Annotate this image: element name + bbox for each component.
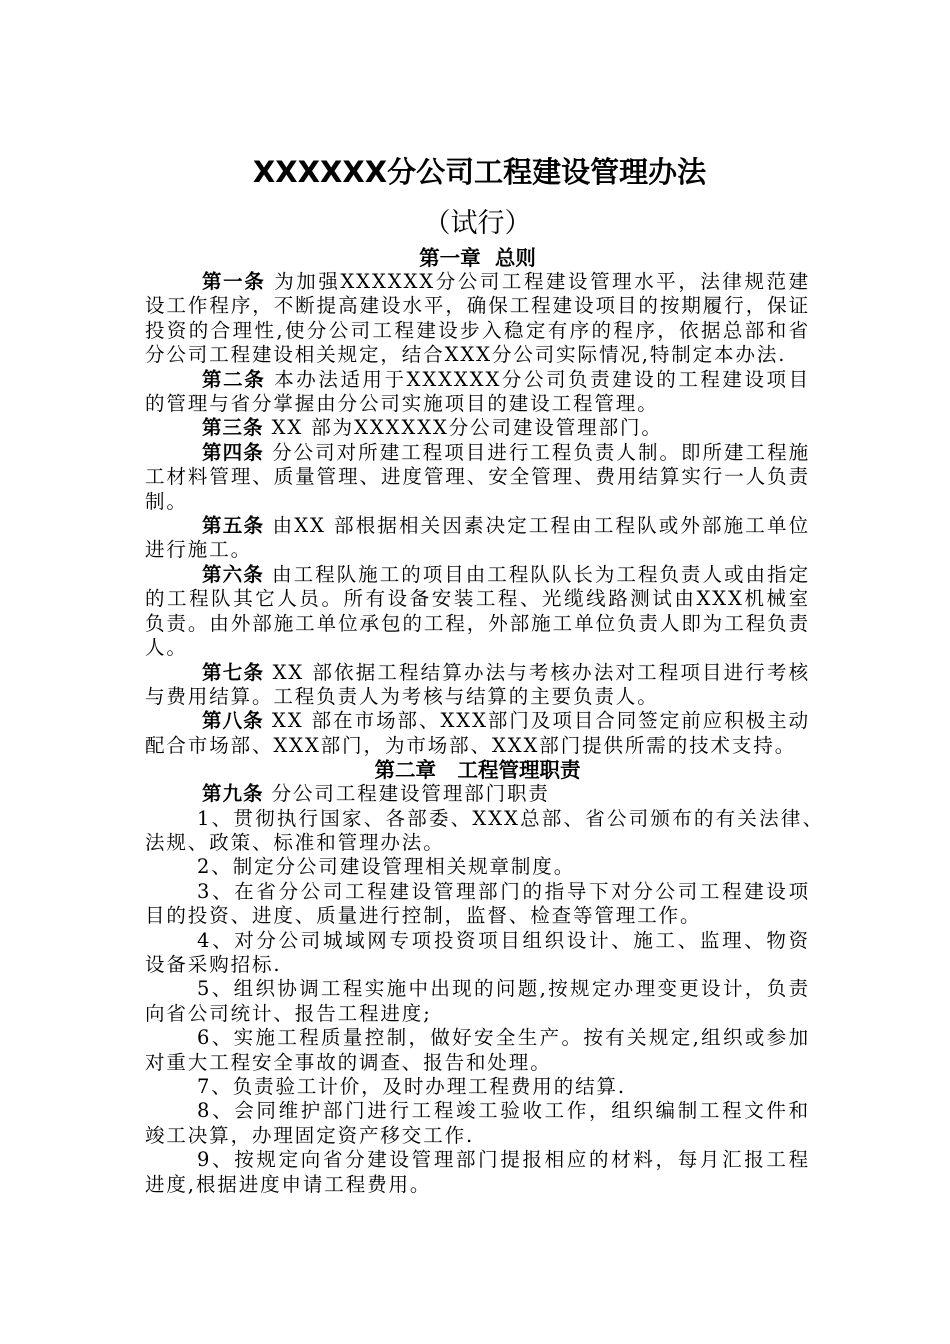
article (145, 709, 810, 758)
article-label: 第一条 (202, 270, 266, 293)
article-label: 第六条 (202, 562, 264, 586)
chapter-heading: 第一章 总则 (419, 246, 536, 270)
article (145, 661, 810, 710)
article (145, 416, 810, 440)
list-item: 6、实施工程质量控制，做好安全生产。按有关规定,组织或参加对重大工程安全事故的调查、报告和处理。 (145, 1026, 810, 1074)
article-label: 第八条 (202, 709, 264, 733)
document-title: XXXXXX分公司工程建设管理办法 (252, 155, 707, 189)
article (145, 441, 810, 514)
article-text: 分公司对所建工程项目进行工程负责人制。即所建工程施工材料管理、质量管理、进度管理、安全管理、费用结算实行一人负责制。 (145, 440, 810, 513)
article (145, 563, 810, 661)
list-item: 2、制定分公司建设管理相关规章制度。 (197, 855, 576, 879)
article-label: 第二条 (202, 367, 266, 391)
article-label: 第五条 (202, 514, 265, 538)
article-text: 由XX 部根据相关因素决定工程由工程队或外部施工单位进行施工。 (145, 514, 810, 562)
list-item: 5、组织协调工程实施中出现的问题,按规定办理变更设计，负责向省公司统计、报告工程进度; (145, 977, 810, 1025)
article-text: 分公司工程建设管理部门职责 (263, 782, 550, 806)
article-label: 第四条 (202, 440, 264, 464)
document-page (145, 150, 824, 1197)
article-text: 本办法适用于XXXXXX分公司负责建设的工程建设项目的管理与省分掌握由分公司实施项目的建设工程管理。 (145, 367, 810, 416)
list-item: 7、负责验工计价，及时办理工程费用的结算. (197, 1075, 627, 1098)
document-subtitle: （试行） (423, 208, 532, 239)
article (145, 782, 810, 806)
list-item: 3、在省分公司工程建设管理部门的指导下对分公司工程建设项目的投资、进度、质量进行控制，监督、检查等管理工作。 (145, 879, 810, 928)
article (145, 270, 810, 368)
chapter-heading: 第二章 工程管理职责 (374, 758, 581, 783)
article-label: 第七条 (202, 660, 265, 684)
article-text: XX 部在市场部、XXX部门及项目合同签定前应积极主动配合市场部、XXX部门，为市场部、XXX部门提供所需的技术支持。 (145, 709, 810, 757)
list-item: 1、贯彻执行国家、各部委、XXX总部、省公司颁布的有关法律、法规、政策、标准和管理办法。 (145, 806, 824, 854)
list-item: 4、对分公司城域网专项投资项目组织设计、施工、监理、物资设备采购招标. (145, 928, 810, 976)
article (145, 368, 810, 417)
article-text: 为加强XXXXXX分公司工程建设管理水平，法律规范建设工作程序，不断提高建设水平，确保工程建设项目的按期履行，保证投资的合理性,使分公司工程建设步入稳定有序的程序，依据总部和省分公司工程建设相关规定，结合XXX分公司实际情况,特制定本办法. (145, 270, 810, 367)
list-item: 9、按规定向省分建设管理部门提报相应的材料，每月汇报工程进度,根据进度申请工程费用。 (145, 1148, 810, 1196)
article-label: 第三条 (202, 416, 264, 440)
article-label: 第九条 (202, 782, 264, 806)
article-text: XX 部为XXXXXX分公司建设管理部门。 (263, 416, 663, 440)
article-text: XX 部依据工程结算办法与考核办法对工程项目进行考核与费用结算。工程负责人为考核与结算的主要负责人。 (145, 660, 810, 708)
list-item: 8、会同维护部门进行工程竣工验收工作，组织编制工程文件和竣工决算，办理固定资产移交工作. (145, 1099, 810, 1147)
article (145, 514, 810, 563)
article-text: 由工程队施工的项目由工程队队长为工程负责人或由指定的工程队其它人员。所有设备安装工程、光缆线路测试由XXX机械室负责。由外部施工单位承包的工程，外部施工单位负责人即为工程负责人。 (145, 562, 810, 660)
